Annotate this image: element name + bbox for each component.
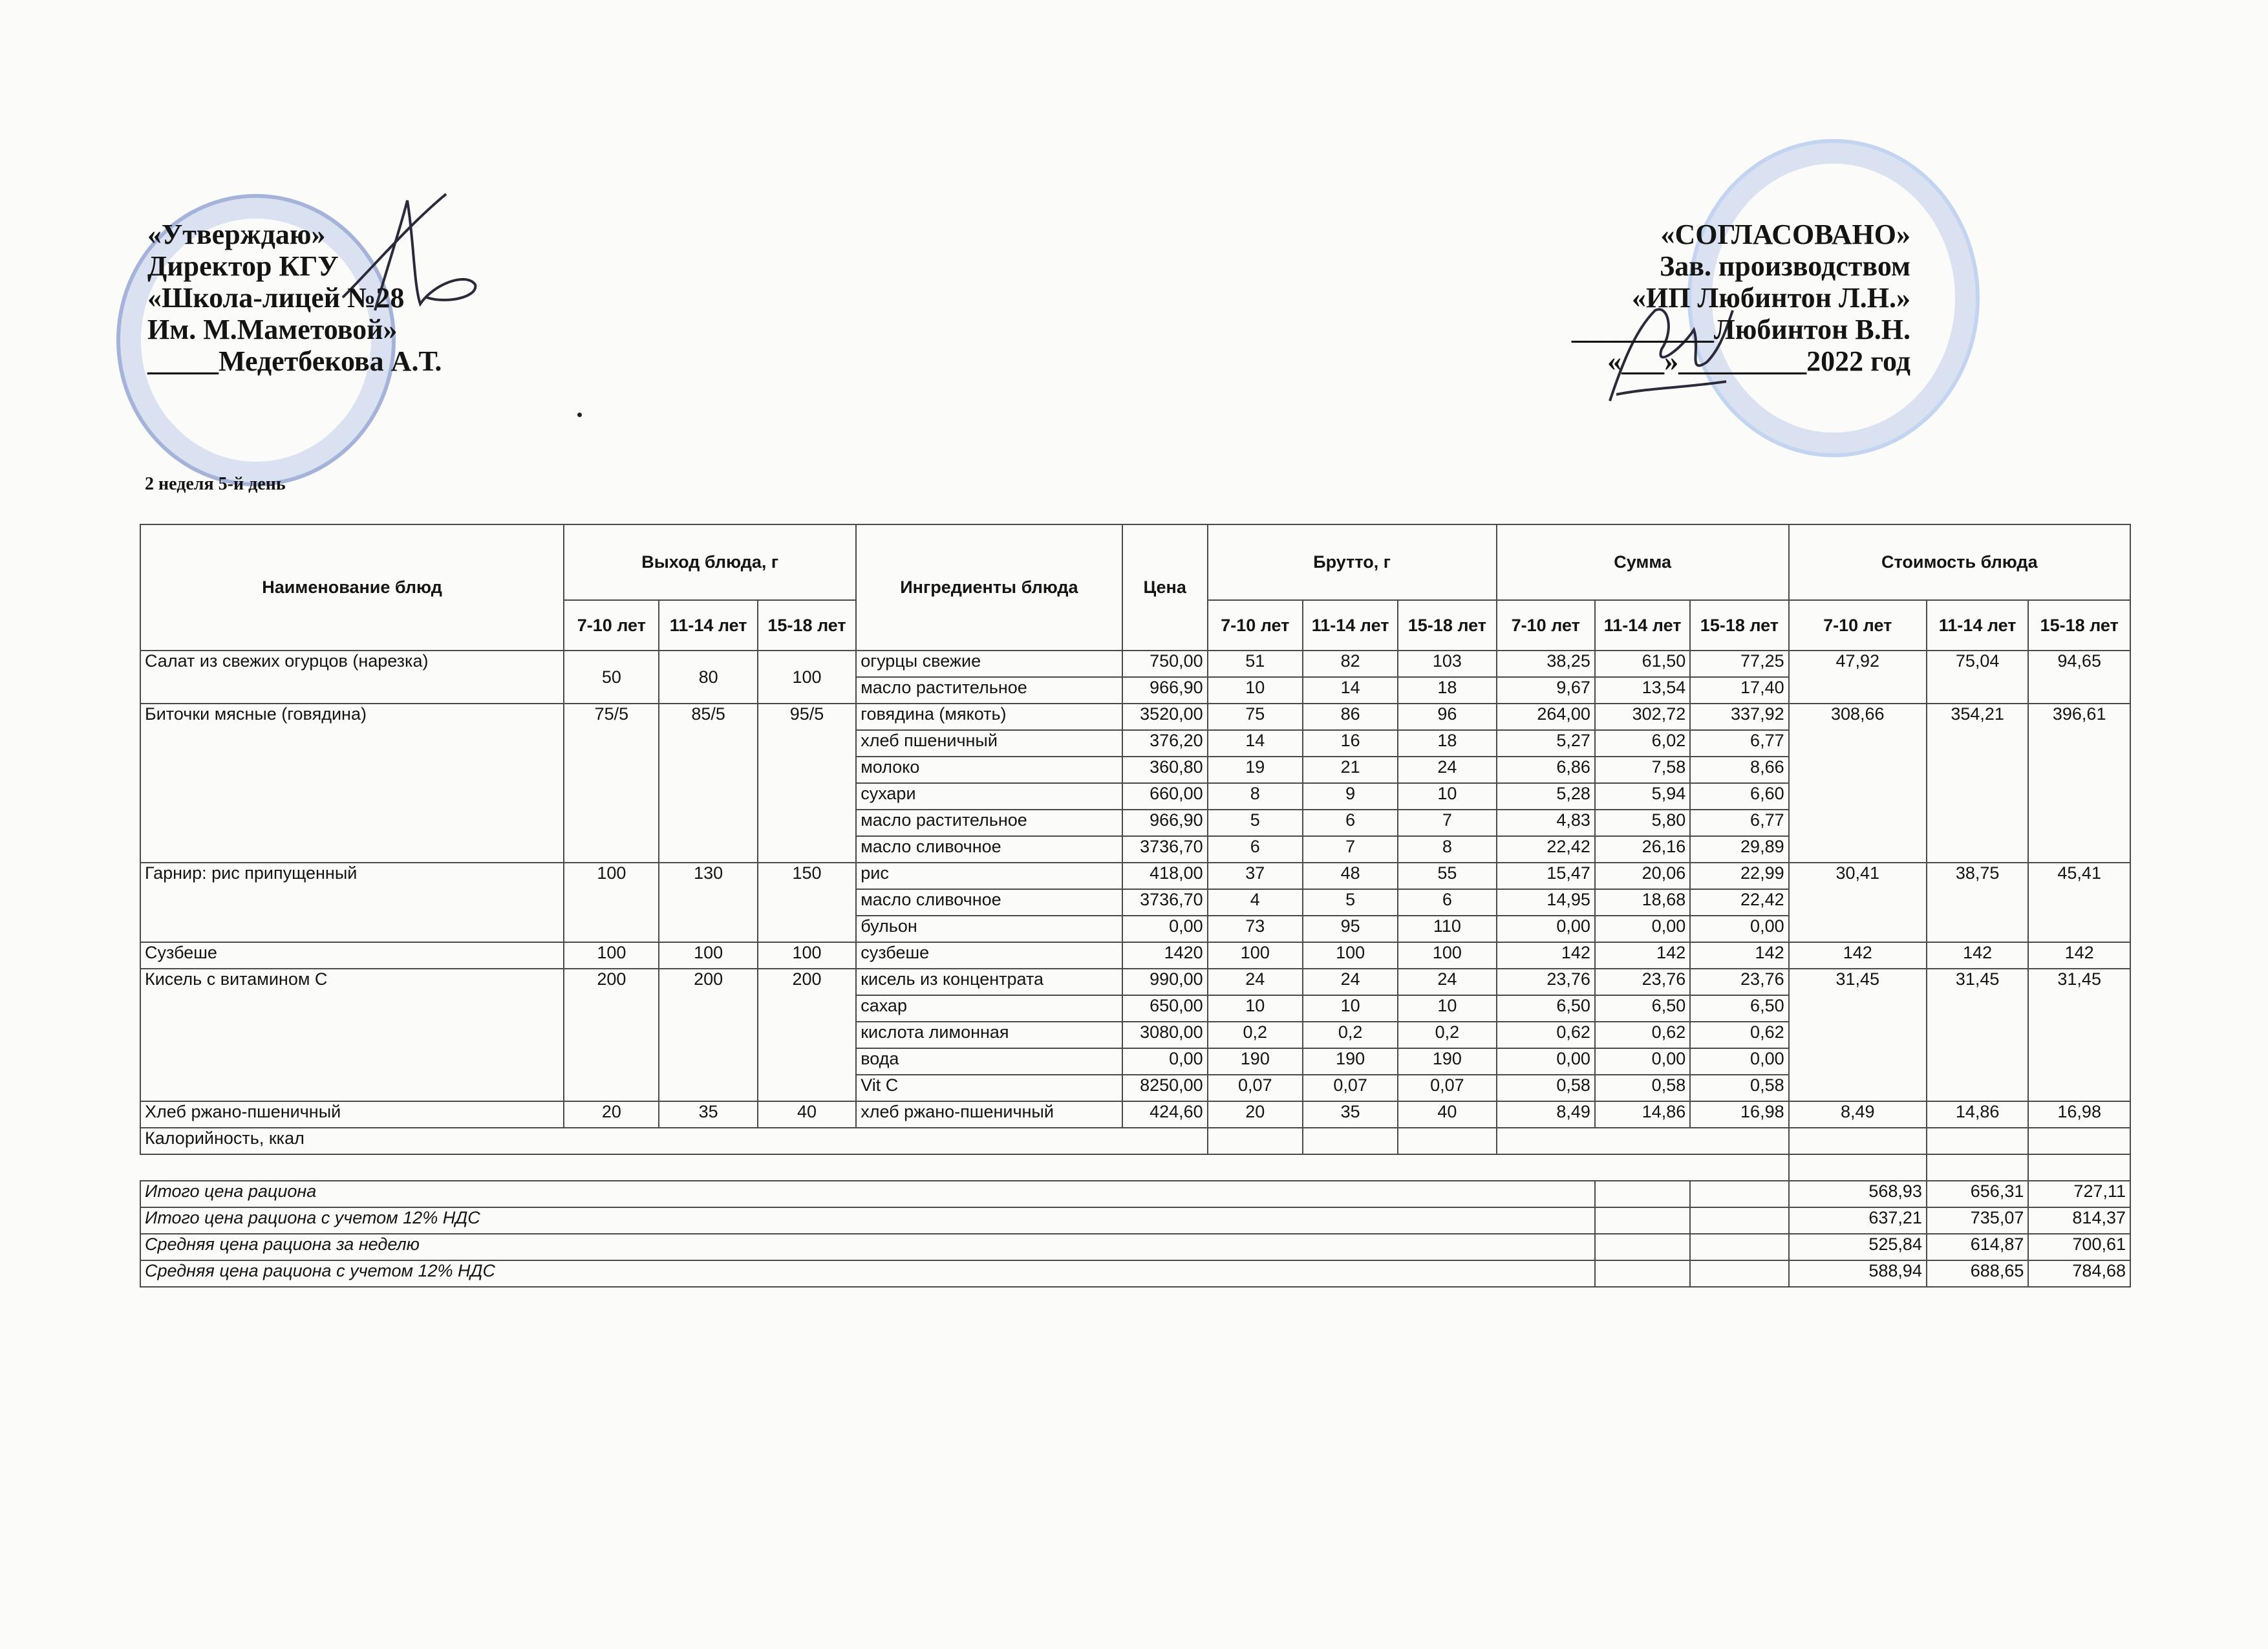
ingredient-price: 0,00 <box>1122 916 1208 942</box>
ingredient-name: хлеб ржано-пшеничный <box>856 1101 1122 1128</box>
total-label: Итого цена рациона <box>140 1181 1595 1207</box>
ingredient-sum: 0,00 <box>1497 1048 1595 1075</box>
total-empty-cell <box>1690 1181 1788 1207</box>
ingredient-brutto: 48 <box>1303 863 1398 889</box>
ingredient-sum: 6,50 <box>1690 995 1788 1022</box>
ingredient-sum: 6,77 <box>1690 810 1788 836</box>
agreement-line-3: __________Любинтон В.Н. <box>1571 314 1910 345</box>
calories-cell <box>1208 1128 1303 1154</box>
header-cost-age-3: 15-18 лет <box>2028 600 2130 651</box>
ingredient-sum: 22,42 <box>1497 836 1595 863</box>
calories-cell <box>1398 1128 1496 1154</box>
ingredient-brutto: 4 <box>1208 889 1303 916</box>
ingredient-sum: 14,86 <box>1595 1101 1690 1128</box>
header-sum-age-2: 11-14 лет <box>1595 600 1690 651</box>
dish-output: 85/5 <box>659 704 757 863</box>
dish-output: 200 <box>758 969 856 1101</box>
ingredient-sum: 16,98 <box>1690 1101 1788 1128</box>
ingredient-name: масло сливочное <box>856 889 1122 916</box>
dish-cost: 30,41 <box>1789 863 1927 942</box>
calories-cell <box>1497 1128 1789 1154</box>
ingredient-sum: 17,40 <box>1690 677 1788 704</box>
dish-output: 95/5 <box>758 704 856 863</box>
dish-cost: 94,65 <box>2028 651 2130 704</box>
ingredient-brutto: 19 <box>1208 757 1303 783</box>
ingredient-sum: 4,83 <box>1497 810 1595 836</box>
ingredient-sum: 0,00 <box>1690 916 1788 942</box>
ingredient-sum: 8,66 <box>1690 757 1788 783</box>
ingredient-sum: 0,58 <box>1595 1075 1690 1101</box>
ingredient-name: говядина (мякоть) <box>856 704 1122 730</box>
ingredient-sum: 6,50 <box>1497 995 1595 1022</box>
total-row <box>140 1207 2130 1234</box>
ingredient-price: 966,90 <box>1122 677 1208 704</box>
dish-output: 130 <box>659 863 757 942</box>
menu-table <box>140 524 2131 1288</box>
agreement-line-1: Зав. производством <box>1659 250 1910 282</box>
calories-cell <box>2028 1128 2130 1154</box>
ingredient-sum: 23,76 <box>1690 969 1788 995</box>
ingredient-sum: 22,99 <box>1690 863 1788 889</box>
ingredient-sum: 0,58 <box>1497 1075 1595 1101</box>
ingredient-sum: 20,06 <box>1595 863 1690 889</box>
dish-cost: 31,45 <box>1789 969 1927 1101</box>
ingredient-name: масло растительное <box>856 677 1122 704</box>
ingredient-sum: 0,58 <box>1690 1075 1788 1101</box>
total-value: 568,93 <box>1789 1181 1927 1207</box>
header-ingredients: Ингредиенты блюда <box>856 524 1122 651</box>
ingredient-name: вода <box>856 1048 1122 1075</box>
ingredient-sum: 6,02 <box>1595 730 1690 757</box>
ingredient-sum: 264,00 <box>1497 704 1595 730</box>
total-value: 637,21 <box>1789 1207 1927 1234</box>
ingredient-brutto: 7 <box>1303 836 1398 863</box>
dish-cost: 16,98 <box>2028 1101 2130 1128</box>
dish-output: 75/5 <box>564 704 659 863</box>
ingredient-brutto: 190 <box>1398 1048 1496 1075</box>
spacer-cell <box>1789 1154 1927 1181</box>
ingredient-sum: 77,25 <box>1690 651 1788 677</box>
dish-cost: 75,04 <box>1927 651 2028 704</box>
ingredient-brutto: 37 <box>1208 863 1303 889</box>
ingredient-brutto: 6 <box>1208 836 1303 863</box>
total-empty-cell <box>1595 1181 1690 1207</box>
total-label: Средняя цена рациона за неделю <box>140 1234 1595 1260</box>
calories-cell <box>1789 1128 1927 1154</box>
ingredient-price: 376,20 <box>1122 730 1208 757</box>
ingredient-name: сахар <box>856 995 1122 1022</box>
calories-label: Калорийность, ккал <box>140 1128 1208 1154</box>
ingredient-brutto: 51 <box>1208 651 1303 677</box>
ingredient-price: 360,80 <box>1122 757 1208 783</box>
total-value: 700,61 <box>2028 1234 2130 1260</box>
menu-table-body <box>140 651 2130 1287</box>
ingredient-brutto: 103 <box>1398 651 1496 677</box>
ingredient-name: огурцы свежие <box>856 651 1122 677</box>
ingredient-brutto: 75 <box>1208 704 1303 730</box>
ingredient-sum: 8,49 <box>1497 1101 1595 1128</box>
ingredient-brutto: 10 <box>1208 995 1303 1022</box>
ingredient-sum: 5,80 <box>1595 810 1690 836</box>
ingredient-brutto: 10 <box>1208 677 1303 704</box>
dish-output: 80 <box>659 651 757 704</box>
ingredient-brutto: 100 <box>1398 942 1496 969</box>
ingredient-row <box>140 651 2130 677</box>
header-sum-age-1: 7-10 лет <box>1497 600 1595 651</box>
total-label: Средняя цена рациона с учетом 12% НДС <box>140 1260 1595 1287</box>
dish-cost: 142 <box>2028 942 2130 969</box>
dish-output: 150 <box>758 863 856 942</box>
ingredient-brutto: 8 <box>1208 783 1303 810</box>
total-row <box>140 1260 2130 1287</box>
ingredient-brutto: 14 <box>1208 730 1303 757</box>
ingredient-sum: 23,76 <box>1595 969 1690 995</box>
ingredient-brutto: 86 <box>1303 704 1398 730</box>
ingredient-sum: 15,47 <box>1497 863 1595 889</box>
total-value: 688,65 <box>1927 1260 2028 1287</box>
dish-name: Сузбеше <box>140 942 564 969</box>
dish-name: Биточки мясные (говядина) <box>140 704 564 863</box>
dish-cost: 142 <box>1927 942 2028 969</box>
ingredient-brutto: 110 <box>1398 916 1496 942</box>
ingredient-brutto: 96 <box>1398 704 1496 730</box>
ingredient-brutto: 0,07 <box>1303 1075 1398 1101</box>
ingredient-sum: 18,68 <box>1595 889 1690 916</box>
ingredient-brutto: 20 <box>1208 1101 1303 1128</box>
stray-dot <box>577 413 582 417</box>
ingredient-brutto: 9 <box>1303 783 1398 810</box>
ingredient-brutto: 190 <box>1208 1048 1303 1075</box>
ingredient-name: кислота лимонная <box>856 1022 1122 1048</box>
ingredient-price: 424,60 <box>1122 1101 1208 1128</box>
ingredient-sum: 6,60 <box>1690 783 1788 810</box>
dish-cost: 31,45 <box>1927 969 2028 1101</box>
dish-output: 40 <box>758 1101 856 1128</box>
week-day-label: 2 неделя 5-й день <box>145 474 286 494</box>
approval-title: «Утверждаю» <box>147 219 326 250</box>
total-row <box>140 1234 2130 1260</box>
total-empty-cell <box>1690 1260 1788 1287</box>
ingredient-brutto: 7 <box>1398 810 1496 836</box>
ingredient-brutto: 73 <box>1208 916 1303 942</box>
total-value: 814,37 <box>2028 1207 2130 1234</box>
ingredient-brutto: 190 <box>1303 1048 1398 1075</box>
dish-output: 100 <box>564 942 659 969</box>
ingredient-sum: 0,00 <box>1595 916 1690 942</box>
ingredient-name: хлеб пшеничный <box>856 730 1122 757</box>
ingredient-sum: 5,28 <box>1497 783 1595 810</box>
total-value: 588,94 <box>1789 1260 1927 1287</box>
ingredient-sum: 5,94 <box>1595 783 1690 810</box>
ingredient-sum: 26,16 <box>1595 836 1690 863</box>
approval-line-3: Им. М.Маметовой» <box>147 314 398 345</box>
ingredient-sum: 29,89 <box>1690 836 1788 863</box>
ingredient-brutto: 0,07 <box>1398 1075 1496 1101</box>
header-cost-age-2: 11-14 лет <box>1927 600 2028 651</box>
ingredient-name: рис <box>856 863 1122 889</box>
ingredient-price: 8250,00 <box>1122 1075 1208 1101</box>
ingredient-sum: 142 <box>1595 942 1690 969</box>
header-sum: Сумма <box>1497 524 1789 600</box>
ingredient-brutto: 6 <box>1398 889 1496 916</box>
ingredient-brutto: 100 <box>1208 942 1303 969</box>
ingredient-price: 3520,00 <box>1122 704 1208 730</box>
ingredient-sum: 14,95 <box>1497 889 1595 916</box>
ingredient-name: молоко <box>856 757 1122 783</box>
total-value: 735,07 <box>1927 1207 2028 1234</box>
ingredient-name: сузбеше <box>856 942 1122 969</box>
ingredient-sum: 302,72 <box>1595 704 1690 730</box>
dish-output: 100 <box>758 942 856 969</box>
approval-line-4: _____Медетбекова А.Т. <box>147 345 442 377</box>
ingredient-brutto: 0,2 <box>1208 1022 1303 1048</box>
ingredient-sum: 337,92 <box>1690 704 1788 730</box>
ingredient-name: кисель из концентрата <box>856 969 1122 995</box>
ingredient-row <box>140 1101 2130 1128</box>
ingredient-brutto: 10 <box>1398 995 1496 1022</box>
dish-cost: 8,49 <box>1789 1101 1927 1128</box>
ingredient-sum: 0,62 <box>1595 1022 1690 1048</box>
ingredient-brutto: 10 <box>1398 783 1496 810</box>
dish-cost: 354,21 <box>1927 704 2028 863</box>
ingredient-price: 990,00 <box>1122 969 1208 995</box>
dish-cost: 45,41 <box>2028 863 2130 942</box>
header-output: Выход блюда, г <box>564 524 856 600</box>
dish-cost: 308,66 <box>1789 704 1927 863</box>
agreement-line-4: «___»_________2022 год <box>1607 345 1910 377</box>
header-output-age-1: 7-10 лет <box>564 600 659 651</box>
ingredient-sum: 0,62 <box>1497 1022 1595 1048</box>
header-dish-name: Наименование блюд <box>140 524 564 651</box>
spacer-cell <box>2028 1154 2130 1181</box>
dish-cost: 47,92 <box>1789 651 1927 704</box>
ingredient-price: 1420 <box>1122 942 1208 969</box>
total-row <box>140 1181 2130 1207</box>
dish-output: 100 <box>564 863 659 942</box>
calories-row <box>140 1128 2130 1154</box>
dish-cost: 142 <box>1789 942 1927 969</box>
dish-cost: 14,86 <box>1927 1101 2028 1128</box>
ingredient-brutto: 18 <box>1398 677 1496 704</box>
ingredient-brutto: 35 <box>1303 1101 1398 1128</box>
ingredient-brutto: 5 <box>1208 810 1303 836</box>
ingredient-brutto: 0,2 <box>1398 1022 1496 1048</box>
ingredient-sum: 5,27 <box>1497 730 1595 757</box>
dish-name: Салат из свежих огурцов (нарезка) <box>140 651 564 704</box>
ingredient-price: 750,00 <box>1122 651 1208 677</box>
ingredient-brutto: 100 <box>1303 942 1398 969</box>
ingredient-price: 3736,70 <box>1122 889 1208 916</box>
ingredient-brutto: 18 <box>1398 730 1496 757</box>
ingredient-brutto: 55 <box>1398 863 1496 889</box>
header-output-age-3: 15-18 лет <box>758 600 856 651</box>
dish-output: 200 <box>659 969 757 1101</box>
ingredient-sum: 0,00 <box>1690 1048 1788 1075</box>
total-value: 656,31 <box>1927 1181 2028 1207</box>
header-cost-age-1: 7-10 лет <box>1789 600 1927 651</box>
agreement-title: «СОГЛАСОВАНО» <box>1660 219 1910 250</box>
ingredient-name: масло сливочное <box>856 836 1122 863</box>
ingredient-brutto: 5 <box>1303 889 1398 916</box>
dish-output: 50 <box>564 651 659 704</box>
ingredient-price: 0,00 <box>1122 1048 1208 1075</box>
agreement-line-2: «ИП Любинтон Л.Н.» <box>1632 282 1910 314</box>
dish-name: Кисель с витамином С <box>140 969 564 1101</box>
ingredient-brutto: 6 <box>1303 810 1398 836</box>
ingredient-brutto: 0,2 <box>1303 1022 1398 1048</box>
header-brutto-age-2: 11-14 лет <box>1303 600 1398 651</box>
dish-name: Хлеб ржано-пшеничный <box>140 1101 564 1128</box>
total-value: 784,68 <box>2028 1260 2130 1287</box>
ingredient-name: сухари <box>856 783 1122 810</box>
total-value: 525,84 <box>1789 1234 1927 1260</box>
agreement-block <box>1572 219 1910 377</box>
ingredient-price: 966,90 <box>1122 810 1208 836</box>
ingredient-sum: 6,77 <box>1690 730 1788 757</box>
ingredient-row <box>140 704 2130 730</box>
ingredient-brutto: 24 <box>1398 757 1496 783</box>
ingredient-sum: 6,50 <box>1595 995 1690 1022</box>
ingredient-sum: 0,62 <box>1690 1022 1788 1048</box>
ingredient-row <box>140 969 2130 995</box>
ingredient-brutto: 24 <box>1303 969 1398 995</box>
ingredient-price: 3080,00 <box>1122 1022 1208 1048</box>
ingredient-sum: 38,25 <box>1497 651 1595 677</box>
ingredient-brutto: 82 <box>1303 651 1398 677</box>
ingredient-sum: 23,76 <box>1497 969 1595 995</box>
header-brutto-age-1: 7-10 лет <box>1208 600 1303 651</box>
ingredient-brutto: 24 <box>1208 969 1303 995</box>
total-empty-cell <box>1690 1207 1788 1234</box>
ingredient-price: 3736,70 <box>1122 836 1208 863</box>
ingredient-price: 650,00 <box>1122 995 1208 1022</box>
ingredient-sum: 61,50 <box>1595 651 1690 677</box>
ingredient-sum: 13,54 <box>1595 677 1690 704</box>
total-empty-cell <box>1595 1234 1690 1260</box>
header-cost: Стоимость блюда <box>1789 524 2130 600</box>
approval-block <box>147 219 442 377</box>
ingredient-brutto: 21 <box>1303 757 1398 783</box>
spacer-cell <box>140 1154 1789 1181</box>
ingredient-sum: 7,58 <box>1595 757 1690 783</box>
ingredient-price: 660,00 <box>1122 783 1208 810</box>
dish-output: 200 <box>564 969 659 1101</box>
total-label: Итого цена рациона с учетом 12% НДС <box>140 1207 1595 1234</box>
spacer-row <box>140 1154 2130 1181</box>
ingredient-price: 418,00 <box>1122 863 1208 889</box>
header-brutto-age-3: 15-18 лет <box>1398 600 1496 651</box>
ingredient-name: бульон <box>856 916 1122 942</box>
ingredient-brutto: 40 <box>1398 1101 1496 1128</box>
ingredient-brutto: 16 <box>1303 730 1398 757</box>
ingredient-sum: 0,00 <box>1595 1048 1690 1075</box>
dish-cost: 38,75 <box>1927 863 2028 942</box>
approval-line-1: Директор КГУ <box>147 250 339 282</box>
ingredient-name: масло растительное <box>856 810 1122 836</box>
total-value: 614,87 <box>1927 1234 2028 1260</box>
ingredient-sum: 142 <box>1690 942 1788 969</box>
dish-output: 100 <box>758 651 856 704</box>
header-sum-age-3: 15-18 лет <box>1690 600 1788 651</box>
ingredient-brutto: 14 <box>1303 677 1398 704</box>
dish-output: 20 <box>564 1101 659 1128</box>
total-empty-cell <box>1595 1260 1690 1287</box>
total-value: 727,11 <box>2028 1181 2130 1207</box>
header-output-age-2: 11-14 лет <box>659 600 757 651</box>
ingredient-brutto: 8 <box>1398 836 1496 863</box>
ingredient-sum: 0,00 <box>1497 916 1595 942</box>
ingredient-brutto: 0,07 <box>1208 1075 1303 1101</box>
ingredient-sum: 142 <box>1497 942 1595 969</box>
dish-output: 100 <box>659 942 757 969</box>
dish-cost: 31,45 <box>2028 969 2130 1101</box>
ingredient-sum: 6,86 <box>1497 757 1595 783</box>
total-empty-cell <box>1690 1234 1788 1260</box>
ingredient-brutto: 95 <box>1303 916 1398 942</box>
ingredient-name: Vit C <box>856 1075 1122 1101</box>
header-brutto: Брутто, г <box>1208 524 1497 600</box>
ingredient-sum: 22,42 <box>1690 889 1788 916</box>
ingredient-row <box>140 863 2130 889</box>
ingredient-brutto: 24 <box>1398 969 1496 995</box>
approval-line-2: «Школа-лицей №28 <box>147 282 405 314</box>
dish-name: Гарнир: рис припущенный <box>140 863 564 942</box>
calories-cell <box>1927 1128 2028 1154</box>
calories-cell <box>1303 1128 1398 1154</box>
header-price: Цена <box>1122 524 1208 651</box>
total-empty-cell <box>1595 1207 1690 1234</box>
ingredient-brutto: 10 <box>1303 995 1398 1022</box>
ingredient-row <box>140 942 2130 969</box>
ingredient-sum: 9,67 <box>1497 677 1595 704</box>
dish-output: 35 <box>659 1101 757 1128</box>
spacer-cell <box>1927 1154 2028 1181</box>
dish-cost: 396,61 <box>2028 704 2130 863</box>
